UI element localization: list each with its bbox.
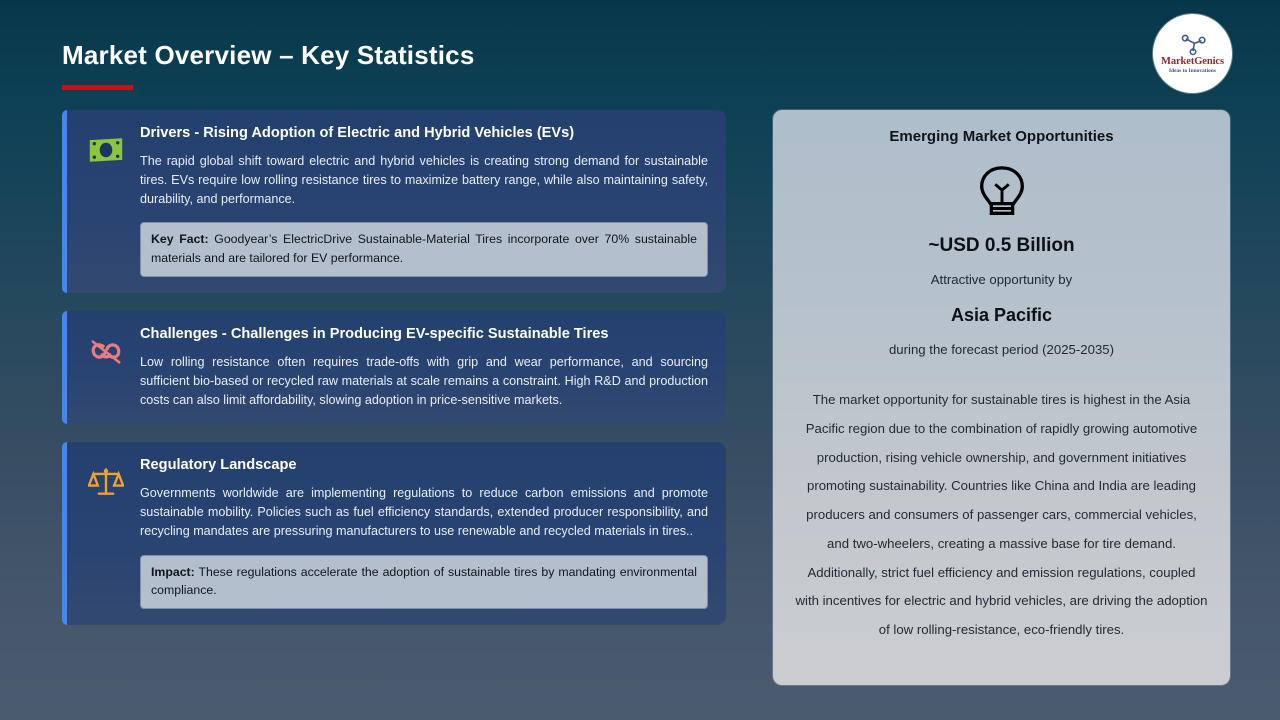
card-text: Low rolling resistance often requires trade-offs with grip and wear performance, and sourcing sufficient bio-based or recycled raw materials at scale remains a constraint. High R&D and production costs can also limit affordability, slowing adoption in price-sensitive markets. — [140, 354, 708, 408]
impact-callout — [140, 555, 708, 609]
card-regulatory-landscape[interactable] — [62, 442, 726, 625]
key-fact-callout — [140, 222, 708, 276]
title-underline-accent — [62, 85, 133, 90]
callout-text: Goodyear’s ElectricDrive Sustainable-Material Tires incorporate over 70% sustainable materials and are tailored for EV performance. — [151, 232, 698, 266]
logo-tagline: Ideas to Innovations — [1169, 68, 1216, 75]
lightbulb-icon — [976, 165, 1028, 223]
opportunity-subtitle: Attractive opportunity by — [930, 272, 1073, 287]
card-text: Governments worldwide are implementing regulations to reduce carbon emissions and promote sustainable mobility. Policies such as fuel efficiency standards, extended producer responsibility, and recycling mandates are pressuring manufacturers to use renewable and recycled materials in tires.. — [140, 486, 708, 539]
company-logo — [1153, 14, 1232, 93]
key-statistics-card-list — [62, 110, 726, 625]
page-title: Market Overview – Key Statistics — [62, 40, 475, 70]
card-drivers[interactable] — [62, 110, 726, 293]
opportunity-value: ~USD 0.5 Billion — [928, 235, 1075, 256]
broken-link-icon — [86, 331, 126, 371]
balance-scales-icon — [86, 462, 126, 502]
card-challenges[interactable] — [62, 311, 726, 424]
forecast-period: during the forecast period (2025-2035) — [888, 342, 1115, 357]
opportunity-region: Asia Pacific — [950, 305, 1053, 325]
callout-text: These regulations accelerate the adoption of sustainable tires by mandating environmental compliance. — [151, 564, 697, 598]
card-title: Challenges - Challenges in Producing EV-specific Sustainable Tires — [140, 325, 609, 342]
callout-label: Key Fact: — [151, 232, 209, 247]
opportunity-description: The market opportunity for sustainable tires is highest in the Asia Pacific region due to the combination of rapidly growing automotive production, rising vehicle ownership, and government initiatives promoting sustainability. Countries like China and India are leading producers and consumers of passenger cars, commercial vehicles, and two-wheelers, creating a massive base for tire demand. Additionally, strict fuel efficiency and emission regulations, coupled with incentives for electric and hybrid vehicles, are driving the adoption of low rolling-resistance, eco-friendly tires. — [795, 392, 1208, 638]
card-text: The rapid global shift toward electric and hybrid vehicles is creating strong demand for sustainable tires. EVs require low rolling resistance tires to maximize battery range, while also maintaining safety, durability, and performance. — [140, 153, 708, 207]
money-banknote-icon — [86, 130, 126, 170]
card-title: Drivers - Rising Adoption of Electric and Hybrid Vehicles (EVs) — [140, 125, 575, 141]
network-nodes-icon — [1180, 32, 1206, 56]
logo-name: MarketGenics — [1161, 55, 1224, 67]
card-title: Regulatory Landscape — [140, 457, 297, 474]
emerging-market-opportunities-panel — [773, 110, 1230, 685]
callout-label: Impact: — [151, 564, 195, 579]
panel-title: Emerging Market Opportunities — [889, 128, 1114, 145]
